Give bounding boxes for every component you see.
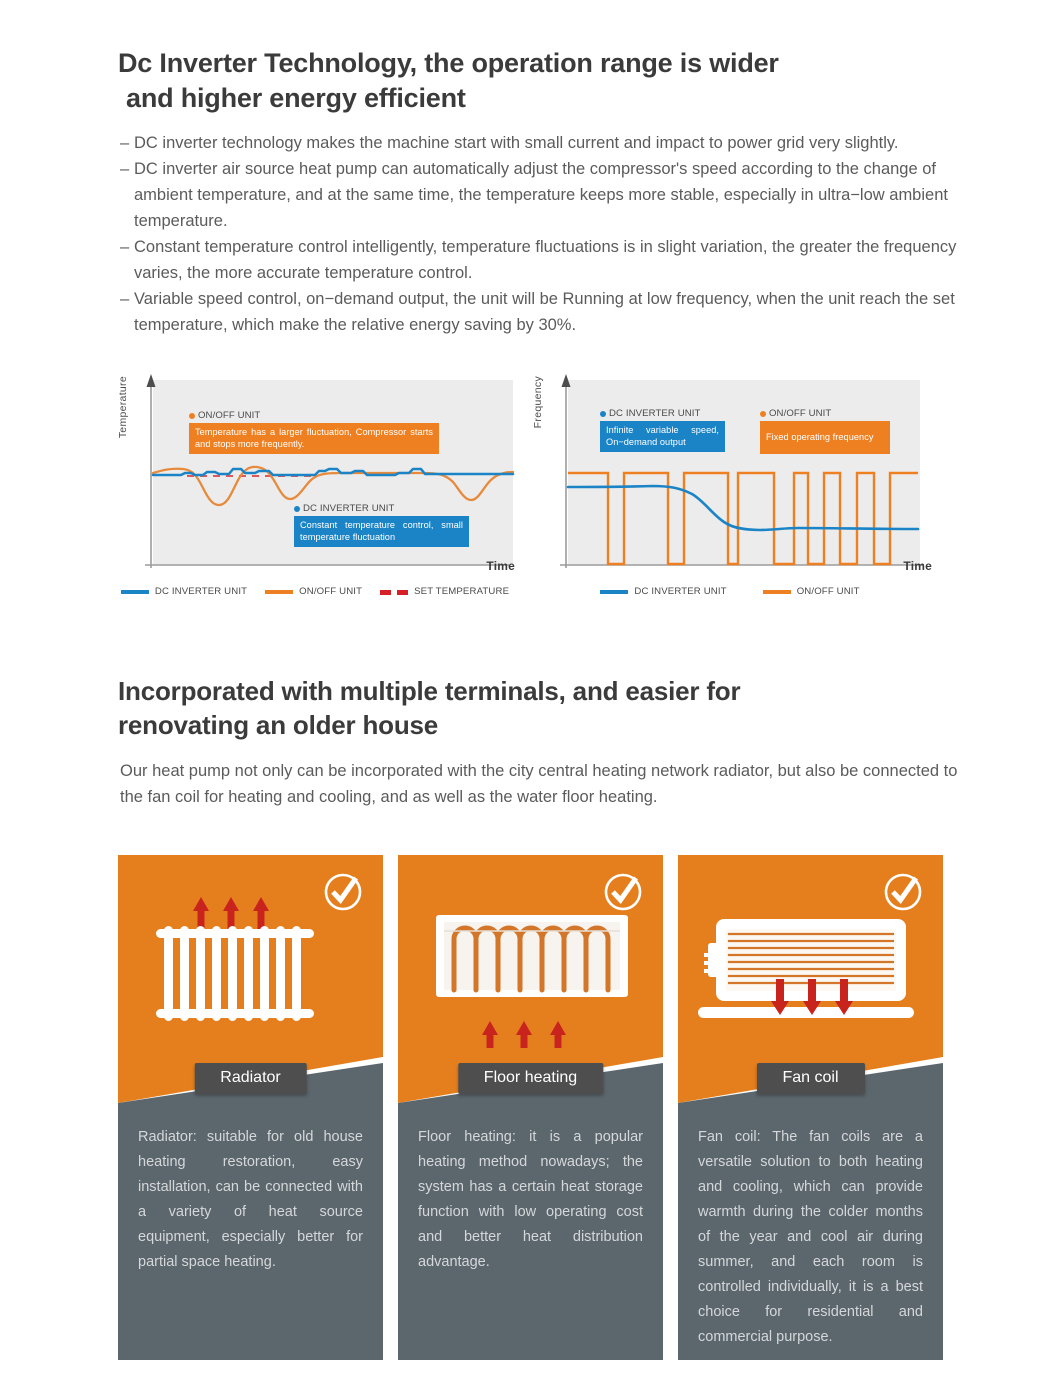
- annotation-on-off-unit: [760, 408, 890, 454]
- card-radiator-body: [118, 1103, 383, 1360]
- annotation-dc-inverter-label: DC INVERTER UNIT: [609, 408, 701, 419]
- chart-temperature: [115, 372, 515, 612]
- legend-label: DC INVERTER UNIT: [634, 586, 727, 597]
- annotation-on-off-label: ON/OFF UNIT: [198, 410, 261, 421]
- legend-item-on-off: [265, 586, 362, 597]
- card-floor-heating[interactable]: [398, 855, 663, 1360]
- list-item: [120, 286, 965, 338]
- chart-frequency-ylabel: Frequency: [532, 376, 544, 429]
- card-fan-coil-body: [678, 1103, 943, 1360]
- chart-temperature-legend: [115, 586, 515, 597]
- chart-frequency-svg: [552, 372, 930, 577]
- card-fan-coil-text: Fan coil: The fan coils are a versatile solution to both heating and cooling, which can provide warmth during the colder months of the year and cool air during summer, and each room is controlled individually, it is a best choice for residential and commercial purpose.: [698, 1129, 923, 1345]
- legend-item-dc-inverter: [600, 586, 726, 597]
- chart-frequency-plot: [552, 372, 930, 577]
- legend-swatch-icon: [763, 590, 791, 594]
- chart-temperature-ylabel: Temperature: [117, 376, 129, 439]
- annotation-dc-inverter-text: Constant temperature control, small temperature fluctuation: [294, 516, 469, 547]
- section2-paragraph: Our heat pump not only can be incorporated with the city central heating network radiator, but also be connected to the fan coil for heating and cooling, and as well as the water floor heating.: [120, 762, 958, 807]
- bullet-marker: –: [120, 134, 130, 152]
- annotation-dc-inverter-unit: [600, 408, 725, 452]
- chart-temperature-xlabel: Time: [486, 559, 515, 573]
- bullet-text: DC inverter technology makes the machine start with small current and impact to power grid very slightly.: [134, 134, 899, 152]
- card-radiator-text: Radiator: suitable for old house heating restoration, easy installation, can be connected with a variety of heat source equipment, especially better for partial space heating.: [138, 1129, 363, 1270]
- section1-title: [118, 46, 968, 115]
- section1-title-line1: Dc Inverter Technology, the operation range is wider: [118, 48, 779, 78]
- bullet-text: Variable speed control, on−demand output, the unit will be Running at low frequency, when the unit reach the set temperature, which make the relative energy saving by 30%.: [134, 290, 955, 335]
- list-item: [120, 156, 965, 234]
- legend-swatch-icon: [600, 590, 628, 594]
- bullet-marker: –: [120, 160, 130, 179]
- chart-temperature-plot: [137, 372, 515, 577]
- annotation-dc-inverter-header: [600, 408, 725, 419]
- legend-label: ON/OFF UNIT: [299, 586, 363, 597]
- annotation-on-off-text: Temperature has a larger fluctuation, Compressor starts and stops more frequently.: [189, 423, 439, 454]
- annotation-dc-inverter-unit: [294, 503, 469, 547]
- card-floor-heating-label: Floor heating: [458, 1063, 603, 1094]
- legend-label: ON/OFF UNIT: [796, 586, 860, 597]
- legend-dot-icon: [760, 411, 766, 417]
- legend-swatch-dashed-icon: [380, 590, 408, 594]
- card-radiator-label: Radiator: [194, 1063, 306, 1094]
- bullet-marker: –: [120, 290, 130, 309]
- chart-frequency-legend: [530, 586, 930, 597]
- card-floor-heating-body: [398, 1103, 663, 1360]
- chart-frequency: [530, 372, 930, 612]
- bullet-text: Constant temperature control intelligently, temperature fluctuations is in slight variation, the greater the frequency varies, the more accurate temperature control.: [134, 238, 957, 283]
- legend-swatch-icon: [265, 590, 293, 594]
- charts-container: [115, 372, 950, 612]
- legend-dot-icon: [189, 413, 195, 419]
- section1-bullet-list: [120, 130, 965, 339]
- list-item: [120, 130, 965, 156]
- annotation-on-off-header: [760, 408, 890, 419]
- section2-title: [118, 675, 968, 743]
- annotation-dc-inverter-header: [294, 503, 469, 514]
- legend-swatch-icon: [121, 590, 149, 594]
- annotation-dc-inverter-text: Infinite variable speed, On−demand output: [600, 421, 725, 452]
- legend-item-set-temperature: [380, 586, 509, 597]
- bullet-text: DC inverter air source heat pump can automatically adjust the compressor's speed according to the change of ambient temperature, and at the same time, the temperature keeps more stable, especially in ultra−low ambient temperature.: [134, 160, 948, 231]
- section2-title-line2: renovating an older house: [118, 709, 439, 740]
- annotation-on-off-label: ON/OFF UNIT: [769, 408, 832, 419]
- legend-label: SET TEMPERATURE: [414, 586, 510, 597]
- annotation-on-off-text: Fixed operating frequency: [760, 421, 890, 454]
- legend-label: DC INVERTER UNIT: [154, 586, 248, 597]
- bullet-marker: –: [120, 238, 130, 257]
- card-radiator[interactable]: [118, 855, 383, 1360]
- legend-dot-icon: [600, 411, 606, 417]
- card-floor-heating-text: Floor heating: it is a popular heating method nowadays; the system has a certain heat storage function with low operating cost and better heat distribution advantage.: [418, 1129, 643, 1270]
- legend-item-on-off: [763, 586, 860, 597]
- annotation-on-off-unit: [189, 410, 439, 454]
- terminals-card-grid: [118, 855, 943, 1360]
- section1-title-line2: and higher energy efficient: [126, 82, 466, 113]
- legend-dot-icon: [294, 506, 300, 512]
- card-fan-coil[interactable]: [678, 855, 943, 1360]
- annotation-dc-inverter-label: DC INVERTER UNIT: [303, 503, 395, 514]
- annotation-on-off-header: [189, 410, 439, 421]
- card-fan-coil-label: Fan coil: [756, 1063, 864, 1094]
- section2-title-line1: Incorporated with multiple terminals, and easier for: [118, 676, 741, 706]
- legend-item-dc-inverter: [121, 586, 247, 597]
- list-item: [120, 234, 965, 286]
- chart-frequency-xlabel: Time: [903, 559, 932, 573]
